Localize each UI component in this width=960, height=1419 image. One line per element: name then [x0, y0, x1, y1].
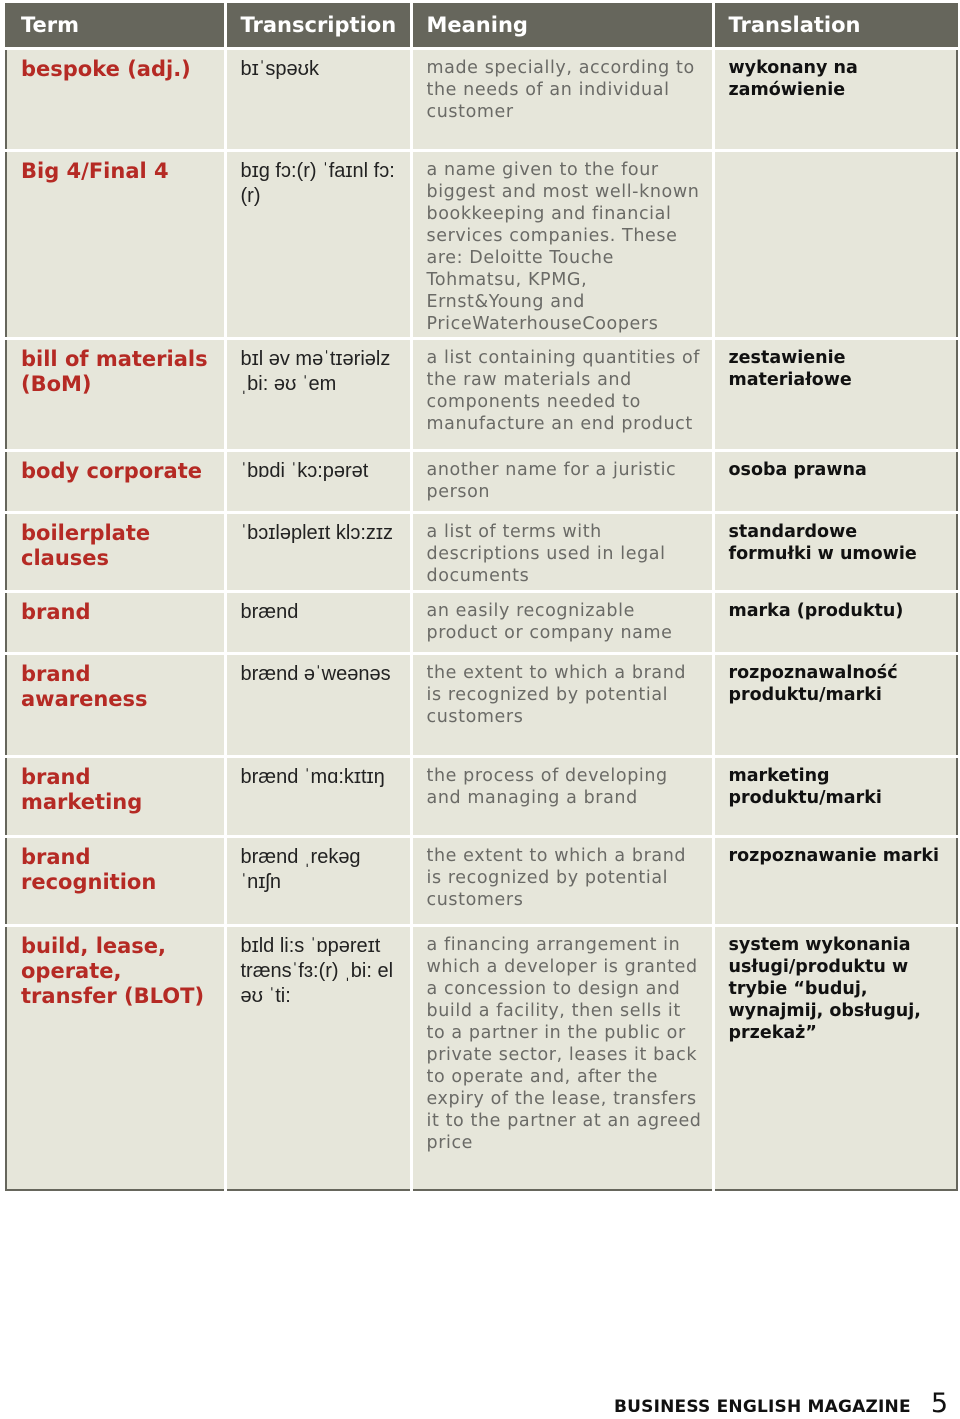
- transcription-cell: bɪg fɔ:(r) ˈfaɪnl fɔ:(r): [225, 151, 411, 339]
- meaning-cell: a financing arrangement in which a developer is granted a concession to design and build a facility, then sells it to a partner in the public or private sector, leases it back to operate and, after the expiry of the lease, transfers it to the partner at an agreed price: [411, 926, 713, 1190]
- meaning-cell: an easily recognizable product or company name: [411, 592, 713, 654]
- transcription-cell: bɪˈspəʊk: [225, 49, 411, 151]
- table-row: [6, 339, 957, 451]
- table-row: [6, 837, 957, 926]
- translation-cell: [713, 151, 957, 339]
- translation-cell: system wykonania usługi/produktu w trybie “buduj, wynajmij, obsługuj, przekaż”: [713, 926, 957, 1190]
- meaning-cell: made specially, according to the needs of an individual customer: [411, 49, 713, 151]
- term-cell: body corporate: [6, 451, 225, 513]
- term-cell: brand marketing: [6, 757, 225, 837]
- transcription-cell: ˈbɒdi ˈkɔ:pərət: [225, 451, 411, 513]
- translation-cell: standardowe formułki w umowie: [713, 513, 957, 592]
- table-row: [6, 926, 957, 1190]
- translation-cell: rozpoznawanie marki: [713, 837, 957, 926]
- meaning-cell: the extent to which a brand is recognized by potential customers: [411, 654, 713, 757]
- table-row: [6, 654, 957, 757]
- meaning-cell: another name for a juristic person: [411, 451, 713, 513]
- header-meaning: Meaning: [411, 4, 713, 49]
- transcription-cell: bɪld li:s ˈɒpəreɪt trænsˈfɜ:(r) ˌbi: el əʊ ˈti:: [225, 926, 411, 1190]
- term-cell: Big 4/Final 4: [6, 151, 225, 339]
- meaning-cell: a name given to the four biggest and most well-known bookkeeping and financial services companies. These are: Deloitte Touche Tohmatsu, KPMG, Ernst&Young and PriceWaterhouseCoopers: [411, 151, 713, 339]
- translation-cell: marketing produktu/marki: [713, 757, 957, 837]
- table-row: [6, 757, 957, 837]
- header-transcription: Transcription: [225, 4, 411, 49]
- term-cell: bill of materials (BoM): [6, 339, 225, 451]
- term-cell: bespoke (adj.): [6, 49, 225, 151]
- translation-cell: marka (produktu): [713, 592, 957, 654]
- table-row: [6, 151, 957, 339]
- table-row: [6, 451, 957, 513]
- transcription-cell: brænd ˌrekəgˈnɪʃn: [225, 837, 411, 926]
- table-row: [6, 592, 957, 654]
- term-cell: brand: [6, 592, 225, 654]
- meaning-cell: the process of developing and managing a brand: [411, 757, 713, 837]
- meaning-cell: the extent to which a brand is recognized by potential customers: [411, 837, 713, 926]
- translation-cell: rozpoznawalność produktu/marki: [713, 654, 957, 757]
- transcription-cell: brænd əˈweənəs: [225, 654, 411, 757]
- table-header-row: [6, 4, 957, 49]
- header-term: Term: [6, 4, 225, 49]
- translation-cell: zestawienie materiałowe: [713, 339, 957, 451]
- transcription-cell: brænd ˈmɑ:kɪtɪŋ: [225, 757, 411, 837]
- term-cell: brand recognition: [6, 837, 225, 926]
- magazine-name: BUSINESS ENGLISH MAGAZINE: [613, 1397, 911, 1417]
- term-cell: build, lease, operate, transfer (BLOT): [6, 926, 225, 1190]
- page-footer: [614, 1388, 948, 1419]
- term-cell: brand awareness: [6, 654, 225, 757]
- table-row: [6, 513, 957, 592]
- term-cell: boilerplate clauses: [6, 513, 225, 592]
- glossary-table: [5, 3, 958, 1191]
- page-number: 5: [930, 1388, 948, 1419]
- header-translation: Translation: [713, 4, 957, 49]
- meaning-cell: a list of terms with descriptions used in legal documents: [411, 513, 713, 592]
- translation-cell: osoba prawna: [713, 451, 957, 513]
- translation-cell: wykonany na zamówienie: [713, 49, 957, 151]
- table-row: [6, 49, 957, 151]
- transcription-cell: bɪl əv məˈtɪəriəlz ˌbi: əʊ ˈem: [225, 339, 411, 451]
- meaning-cell: a list containing quantities of the raw materials and components needed to manufacture an end product: [411, 339, 713, 451]
- transcription-cell: ˈbɔɪləpleɪt klɔ:zɪz: [225, 513, 411, 592]
- transcription-cell: brænd: [225, 592, 411, 654]
